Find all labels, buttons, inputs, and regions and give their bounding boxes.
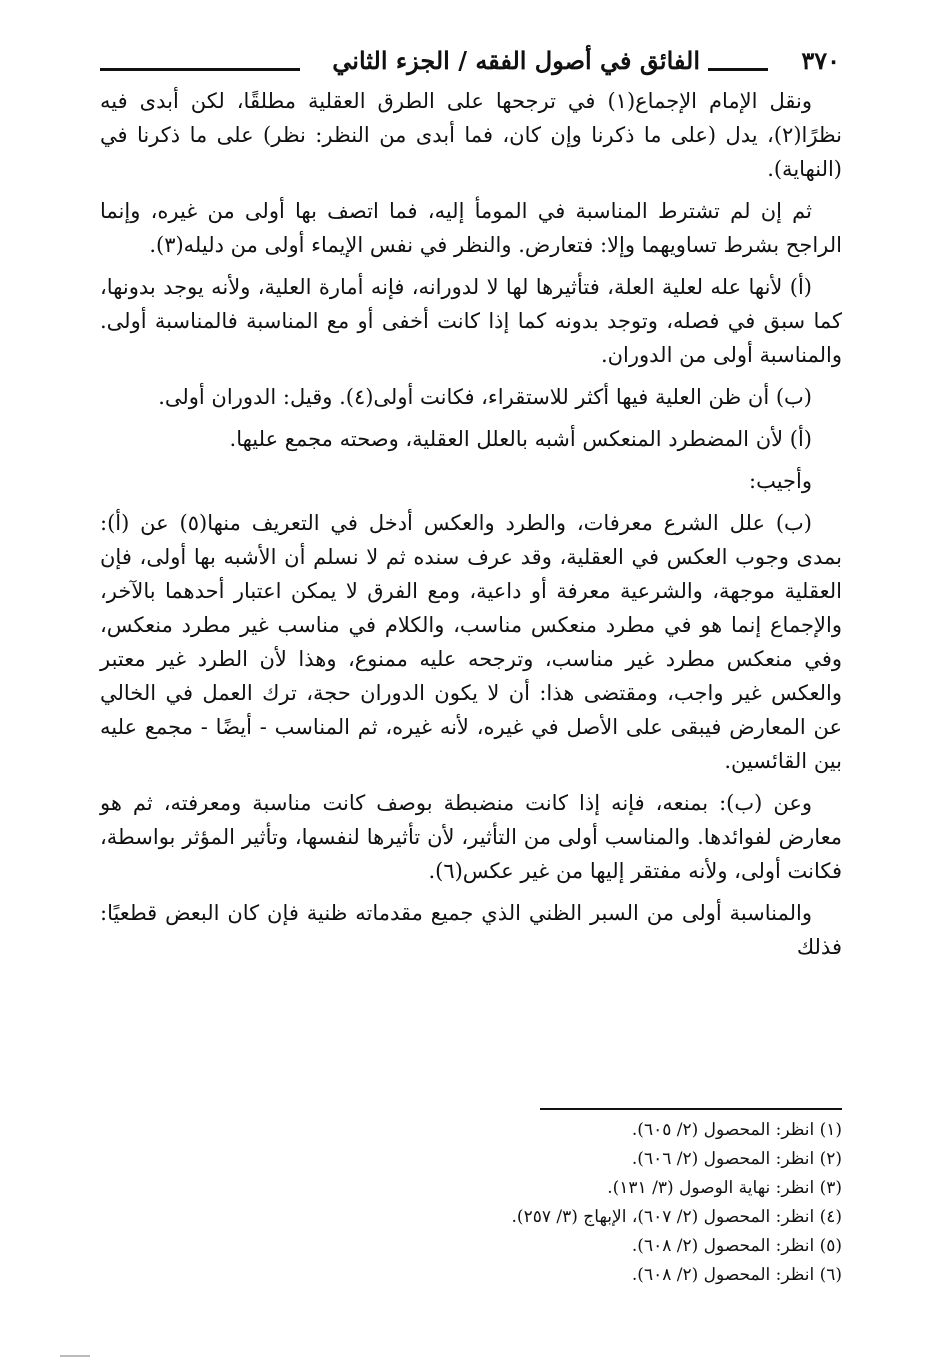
footnote: (٤) انظر: المحصول (٢/ ٦٠٧)، الإبهاج (٣/ ٢٥٧). — [511, 1207, 842, 1227]
paragraph: (ب) أن ظن العلية فيها أكثر للاستقراء، فكانت أولى(٤). وقيل: الدوران أولى. — [158, 385, 812, 409]
paragraph: والمناسبة أولى من السبر الظني الذي جميع مقدماته ظنية فإن كان البعض قطعيًا: فذلك — [100, 901, 842, 959]
paragraph: ونقل الإمام الإجماع(١) في ترجحها على الطرق العقلية مطلقًا، لكن أبدى فيه نظرًا(٢)، يدل (على ما ذكرنا وإن كان، فما أبدى من النظر: نظر) على ما ذكرنا في (النهاية). — [100, 89, 842, 181]
footnote: (٣) انظر: نهاية الوصول (٣/ ١٣١). — [607, 1178, 842, 1198]
footnote-separator — [540, 1108, 842, 1110]
paragraph: (ب) علل الشرع معرفات، والطرد والعكس أدخل في التعريف منها(٥) عن (أ): بمدى وجوب العكس في العقلية، وقد عرف سنده ثم لا نسلم أن الأشبه بها أولى، فإن العقلية موجهة، والشرعية معرفة أو داعية، ومع الفرق لا يمكن اعتبار أحدهما بالآخر، والإجماع إنما هو في مطرد منعكس مناسب، والكلام في مناسب غير مطرد منعكس، وفي منعكس مطرد غير مناسب، وترجحه عليه ممنوع، وهذا لأن الطرد غير معتبر والعكس غير واجب، ومقتضى هذا: أن لا يكون الدوران حجة، ترك العمل في الخالي عن المعارض فيبقى على الأصل في غيره، لأنه غيره، ثم المناسب - أيضًا - مجمع عليه بين القائسين. — [100, 511, 842, 773]
footnote: (٦) انظر: المحصول (٢/ ٦٠٨). — [631, 1265, 842, 1285]
main-text — [100, 84, 842, 972]
footnote: (٥) انظر: المحصول (٢/ ٦٠٨). — [631, 1236, 842, 1256]
footnotes — [512, 1116, 842, 1290]
running-title: الفائق في أصول الفقه / الجزء الثاني — [332, 46, 700, 75]
header-rule-right — [708, 68, 768, 71]
page-number: ٣٧٠ — [801, 46, 840, 75]
paragraph: وعن (ب): بمنعه، فإنه إذا كانت منضبطة بوصف كانت مناسبة ومعرفته، ثم هو معارض لفوائدها. والمناسب أولى من التأثير، لأن تأثيرها لنفسها، وتأثير المؤثر بواسطة، فكانت أولى، ولأنه مفتقر إليها من غير عكس(٦). — [100, 791, 842, 883]
paragraph: (أ) لأن المضطرد المنعكس أشبه بالعلل العقلية، وصحته مجمع عليها. — [229, 427, 812, 451]
footnote: (٢) انظر: المحصول (٢/ ٦٠٦). — [631, 1149, 842, 1169]
scan-mark — [60, 1355, 90, 1357]
paragraph: وأجيب: — [749, 469, 812, 493]
paragraph: (أ) لأنها عله لعلية العلة، فتأثيرها لها لا لدورانه، فإنه أمارة العلية، ولأنه يوجد بدونها، كما سبق في فصله، وتوجد بدونه كما إذا كانت أخفى أو مع المناسبة فالمناسبة أولى. والمناسبة أولى من الدوران. — [100, 275, 842, 367]
running-header — [100, 46, 840, 86]
paragraph: ثم إن لم تشترط المناسبة في المومأ إليه، فما اتصف بها أولى من غيره، وإنما الراجح بشرط تساويهما وإلا: فتعارض. والنظر في نفس الإيماء أولى من دليله(٣). — [100, 199, 842, 257]
footnote: (١) انظر: المحصول (٢/ ٦٠٥). — [631, 1120, 842, 1140]
header-rule-left — [100, 68, 300, 71]
